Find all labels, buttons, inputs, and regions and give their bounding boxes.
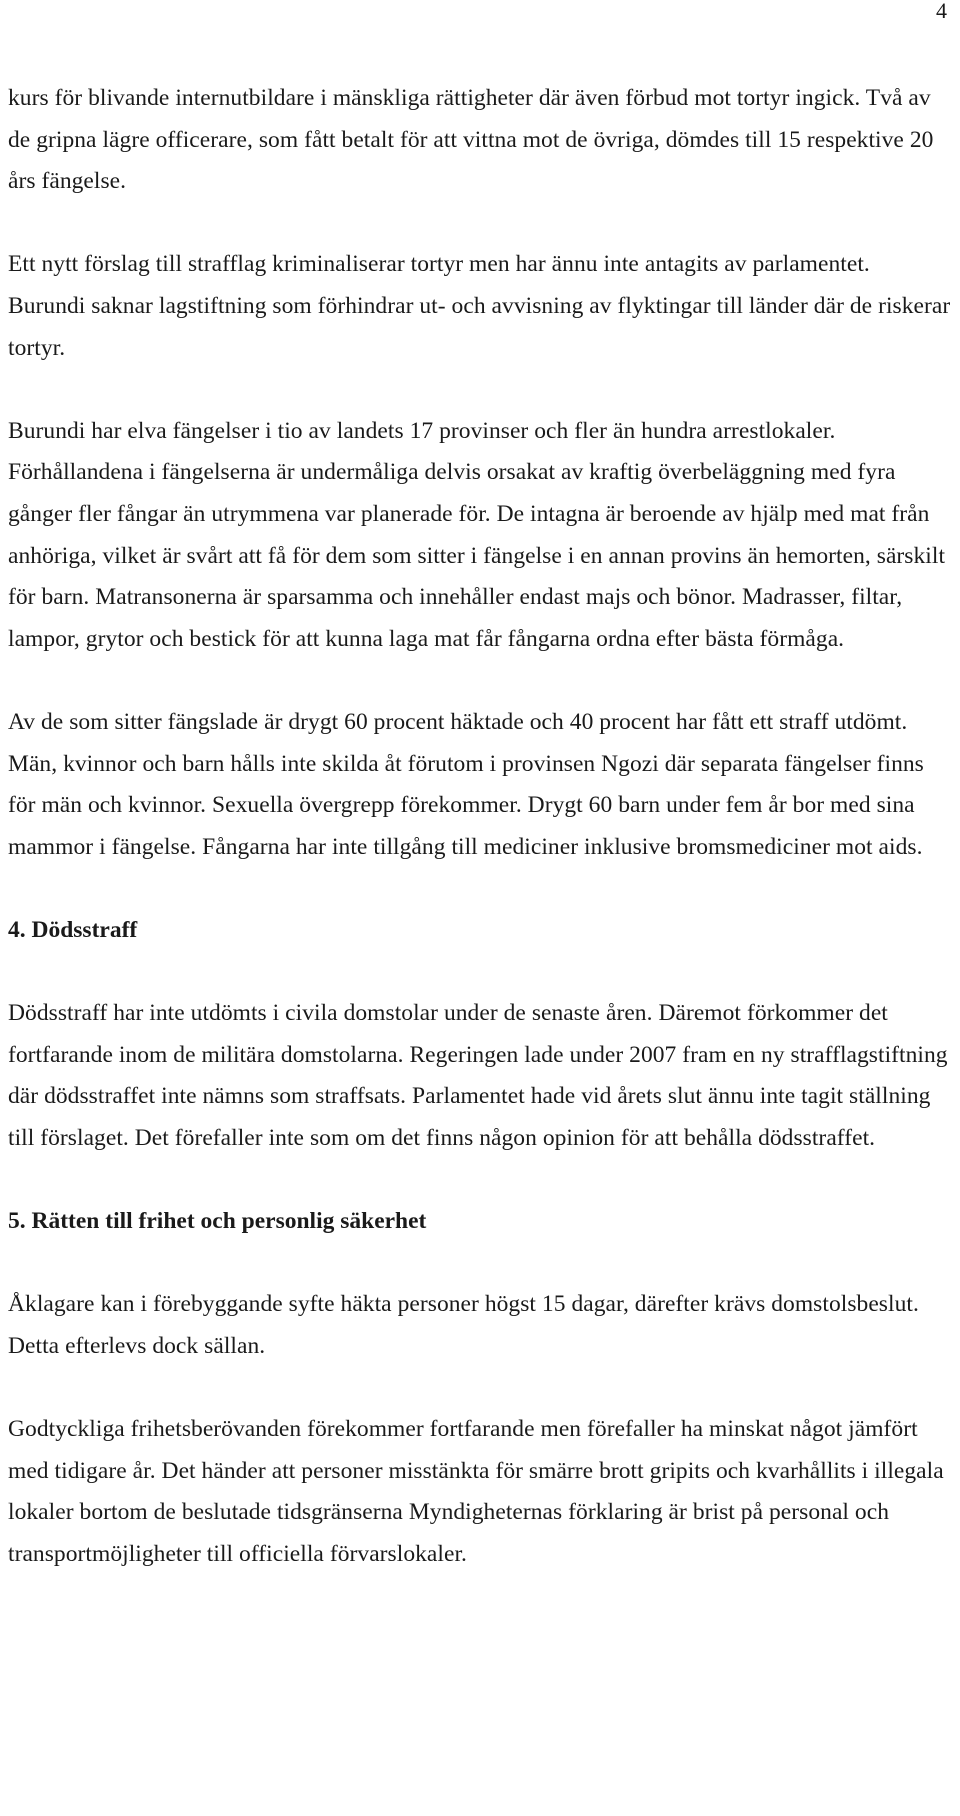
document-body (8, 78, 953, 1575)
paragraph-death-penalty: Dödsstraff har inte utdömts i civila domstolar under de senaste åren. Däremot förkommer det fortfarande inom de militära domstolarna. Regeringen lade under 2007 fram en ny strafflagstiftning där dödsstraffet inte nämns som straffsats. Parlamentet hade vid årets slut ännu inte tagit ställning till förslaget. Det förefaller inte som om det finns någon opinion för att behålla dödsstraffet. (8, 1000, 948, 1151)
paragraph-arbitrary-detention: Godtyckliga frihetsberövanden förekommer fortfarande men förefaller ha minskat något jämfört med tidigare år. Det händer att personer misstänkta för smärre brott gripits och kvarhållits i illegala lokaler bortom de beslutade tidsgränserna Myndigheternas förklaring är brist på personal och transportmöjligheter till officiella förvarslokaler. (8, 1416, 944, 1567)
paragraph-detainees: Av de som sitter fängslade är drygt 60 procent häktade och 40 procent har fått ett straff utdömt. Män, kvinnor och barn hålls inte skilda åt förutom i provinsen Ngozi där separata fängelser finns för män och kvinnor. Sexuella övergrepp förekommer. Drygt 60 barn under fem år bor med sina mammor i fängelse. Fångarna har inte tillgång till mediciner inklusive bromsmediciner mot aids. (8, 708, 924, 860)
section-heading-death-penalty: 4. Dödsstraff (8, 916, 138, 943)
page-number: 4 (936, 0, 947, 23)
paragraph-torture-training: kurs för blivande internutbildare i mänskliga rättigheter där även förbud mot tortyr ingick. Två av de gripna lägre officerare, som fått betalt för att vittna mot de övriga, dömdes till 15 respektive 20 års fängelse. (8, 85, 934, 195)
paragraph-prison-conditions: Burundi har elva fängelser i tio av landets 17 provinser och fler än hundra arrestlokaler. Förhållandena i fängelserna är undermåliga delvis orsakat av kraftig överbeläggning med fyra gånger fler fångar än utrymmena var planerade för. De intagna är beroende av hjälp med mat från anhöriga, vilket är svårt att få för dem som sitter i fängelse i en annan provins än hemorten, särskilt för barn. Matransonerna är sparsamma och innehåller endast majs och bönor. Madrasser, filtar, lampor, grytor och bestick för att kunna laga mat får fångarna ordna efter bästa förmåga. (8, 417, 946, 652)
paragraph-pretrial-detention: Åklagare kan i förebyggande syfte häkta personer högst 15 dagar, därefter krävs domstolsbeslut. Detta efterlevs dock sällan. (8, 1291, 919, 1359)
section-heading-liberty-security: 5. Rätten till frihet och personlig säkerhet (8, 1208, 427, 1235)
paragraph-penal-code-proposal: Ett nytt förslag till strafflag kriminaliserar tortyr men har ännu inte antagits av parlamentet. Burundi saknar lagstiftning som förhindrar ut- och avvisning av flyktingar till länder där de riskerar tortyr. (8, 251, 951, 361)
